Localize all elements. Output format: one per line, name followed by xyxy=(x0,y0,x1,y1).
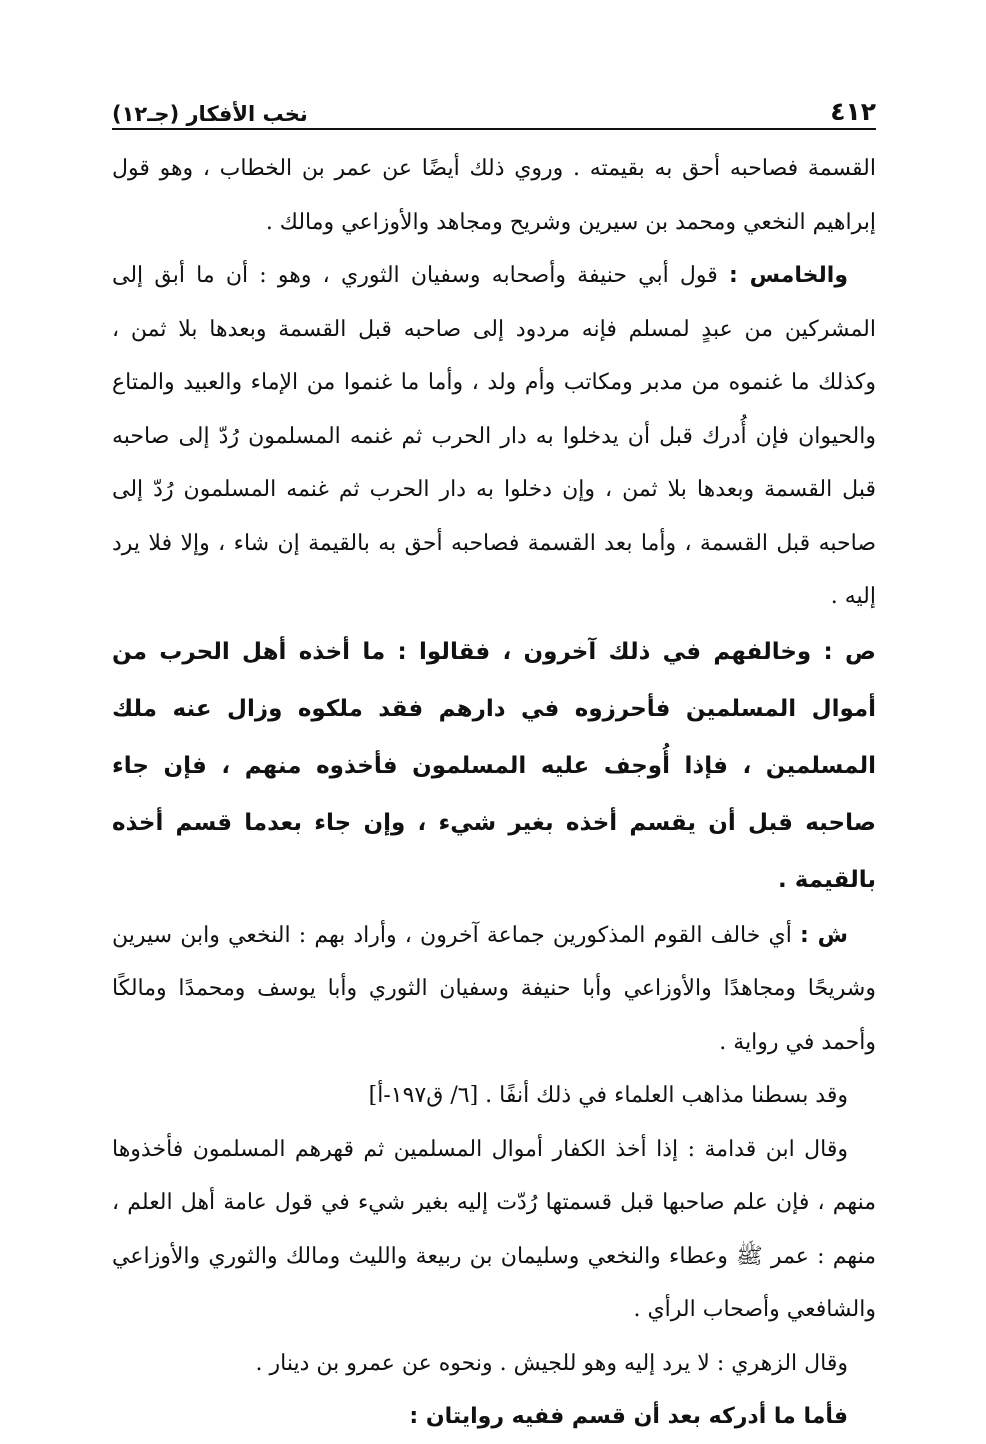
paragraph-7: وقال الزهري : لا يرد إليه وهو للجيش . ونحوه عن عمرو بن دينار . xyxy=(255,1350,848,1376)
paragraph-3-matn xyxy=(112,624,876,909)
running-title: نخب الأفكار (جـ١٢) xyxy=(112,102,308,126)
page-header xyxy=(112,86,876,130)
paragraph-8: فأما ما أدركه بعد أن قسم ففيه روايتان : xyxy=(409,1404,848,1429)
paragraph-4 xyxy=(112,909,876,1070)
paragraph-3-text: وخالفهم في ذلك آخرون ، فقالوا : ما أخذه أهل الحرب من أموال المسلمين فأحرزوه في دارهم فقد ملكوه وزال عنه ملك المسلمين ، فإذا أُوجف عليه المسلمون فأخذوه منهم ، فإن جاء صاحبه قبل أن يقسم أخذه بغير شيء ، وإن جاء بعدما قسم أخذه بالقيمة . xyxy=(112,638,876,893)
paragraph-2 xyxy=(112,249,876,624)
paragraph-3-label: ص : xyxy=(823,638,876,665)
paragraph-2-label: والخامس : xyxy=(729,263,848,288)
paragraph-6: وقال ابن قدامة : إذا أخذ الكفار أموال المسلمين ثم قهرهم المسلمون فأخذوها منهم ، فإن علم صاحبها قبل قسمتها رُدّت إليه بغير شيء في قول عامة أهل العلم ، منهم : عمر ﷺ وعطاء والنخعي وسليمان بن ربيعة والليث ومالك والثوري والأوزاعي والشافعي وأصحاب الرأي . xyxy=(112,1136,876,1322)
paragraph-4-text: أي خالف القوم المذكورين جماعة آخرون ، وأراد بهم : النخعي وابن سيرين وشريحًا ومجاهدًا والأوزاعي وأبا حنيفة وسفيان الثوري وأبا يوسف ومحمدًا ومالكًا وأحمد في رواية . xyxy=(112,922,876,1055)
page-body xyxy=(112,142,876,1444)
paragraph-4-label: ش : xyxy=(800,922,848,948)
book-page xyxy=(112,86,876,1429)
paragraph-1: القسمة فصاحبه أحق به بقيمته . وروي ذلك أيضًا عن عمر بن الخطاب ، وهو قول إبراهيم النخعي ومحمد بن سيرين وشريح ومجاهد والأوزاعي ومالك . xyxy=(112,156,876,235)
page-number: ٤١٢ xyxy=(830,97,876,126)
paragraph-5: وقد بسطنا مذاهب العلماء في ذلك أنفًا . [٦/ ق١٩٧-أ] xyxy=(368,1083,848,1108)
paragraph-2-text: قول أبي حنيفة وأصحابه وسفيان الثوري ، وهو : أن ما أبق إلى المشركين من عبدٍ لمسلم فإنه مردود إلى صاحبه قبل القسمة وبعدها بلا ثمن ، وكذلك ما غنموه من مدبر ومكاتب وأم ولد ، وأما ما غنموا من الإماء والعبيد والمتاع والحيوان فإن أُدرك قبل أن يدخلوا به دار الحرب ثم غنمه المسلمون رُدّ إلى صاحبه قبل القسمة وبعدها بلا ثمن ، وإن دخلوا به دار الحرب ثم غنمه المسلمون رُدّ إلى صاحبه قبل القسمة ، وأما بعد القسمة فصاحبه أحق به بالقيمة إن شاء ، وإلا فلا يرد إليه . xyxy=(112,263,876,609)
